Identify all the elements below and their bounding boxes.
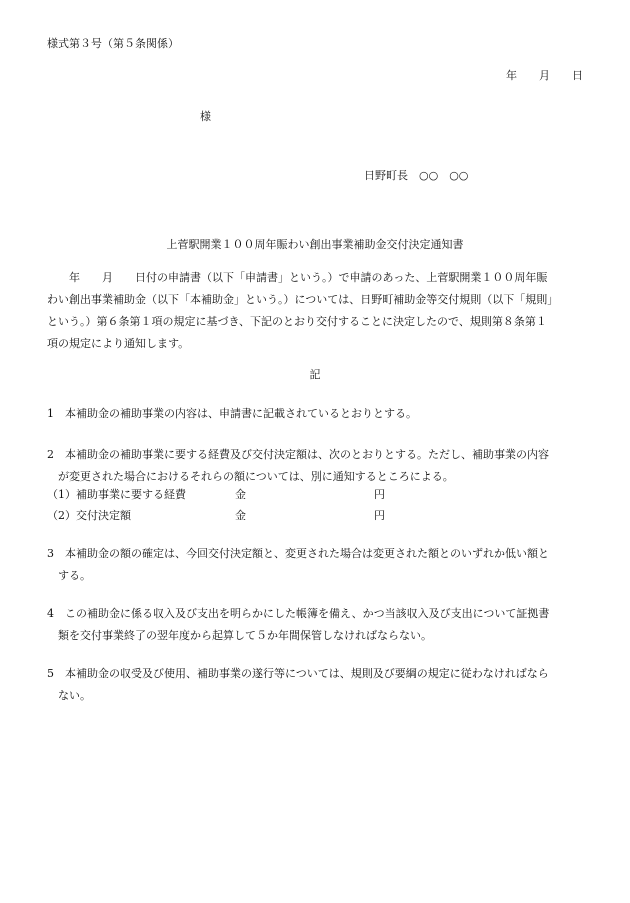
item-3: [47, 543, 585, 587]
item-line: 1 本補助金の補助事業の内容は、申請書に記載されているとおりとする。: [47, 407, 417, 420]
item-1: [47, 403, 585, 425]
item-line: する。: [47, 569, 91, 582]
item-line: ない。: [47, 689, 91, 702]
item-line: 類を交付事業終了の翌年度から起算して５か年間保管しなければならない。: [47, 629, 432, 642]
intro-paragraph: [47, 267, 585, 355]
amount-row-expense: [47, 485, 587, 505]
date-line: 年 月 日: [506, 69, 583, 82]
item-line: が変更された場合におけるそれらの額については、別に通知するところによる。: [47, 470, 454, 483]
form-number: 様式第３号（第５条関係）: [47, 37, 179, 50]
item-line: 3 本補助金の額の確定は、今回交付決定額と、変更された場合は変更された額とのいずれか低い額と: [47, 547, 549, 560]
intro-line: わい創出事業補助金（以下「本補助金」という。）については、日野町補助金等交付規則（以下「規則」: [47, 293, 559, 306]
ki-heading: 記: [309, 368, 321, 381]
item-5: [47, 663, 585, 707]
document-title: 上菅駅開業１００周年賑わい創出事業補助金交付決定通知書: [166, 238, 464, 251]
kin-label: 金: [235, 488, 246, 501]
item-4: [47, 603, 585, 647]
amount-row-decision: [47, 506, 587, 526]
item-2: [47, 444, 585, 488]
kin-label: 金: [235, 509, 246, 522]
item-line: 2 本補助金の補助事業に要する経費及び交付決定額は、次のとおりとする。ただし、補助事業の内容: [47, 448, 549, 461]
item-line: 5 本補助金の収受及び使用、補助事業の遂行等については、規則及び要綱の規定に従わなければなら: [47, 667, 549, 680]
addressee-suffix: 様: [200, 110, 211, 123]
amount-label: （1）補助事業に要する経費: [47, 488, 186, 501]
intro-line: という。）第６条第１項の規定に基づき、下記のとおり交付することに決定したので、規則第８条第１: [47, 315, 547, 328]
en-label: 円: [374, 488, 385, 501]
sender-name: 日野町長 ○○ ○○: [364, 169, 469, 182]
en-label: 円: [374, 509, 385, 522]
intro-line: 年 月 日付の申請書（以下「申請書」という。）で申請のあった、上菅駅開業１００周年賑: [47, 271, 548, 284]
item-line: 4 この補助金に係る収入及び支出を明らかにした帳簿を備え、かつ当該収入及び支出について証拠書: [47, 607, 550, 620]
intro-line: 項の規定により通知します。: [47, 337, 190, 350]
amount-label: （2）交付決定額: [47, 509, 131, 522]
